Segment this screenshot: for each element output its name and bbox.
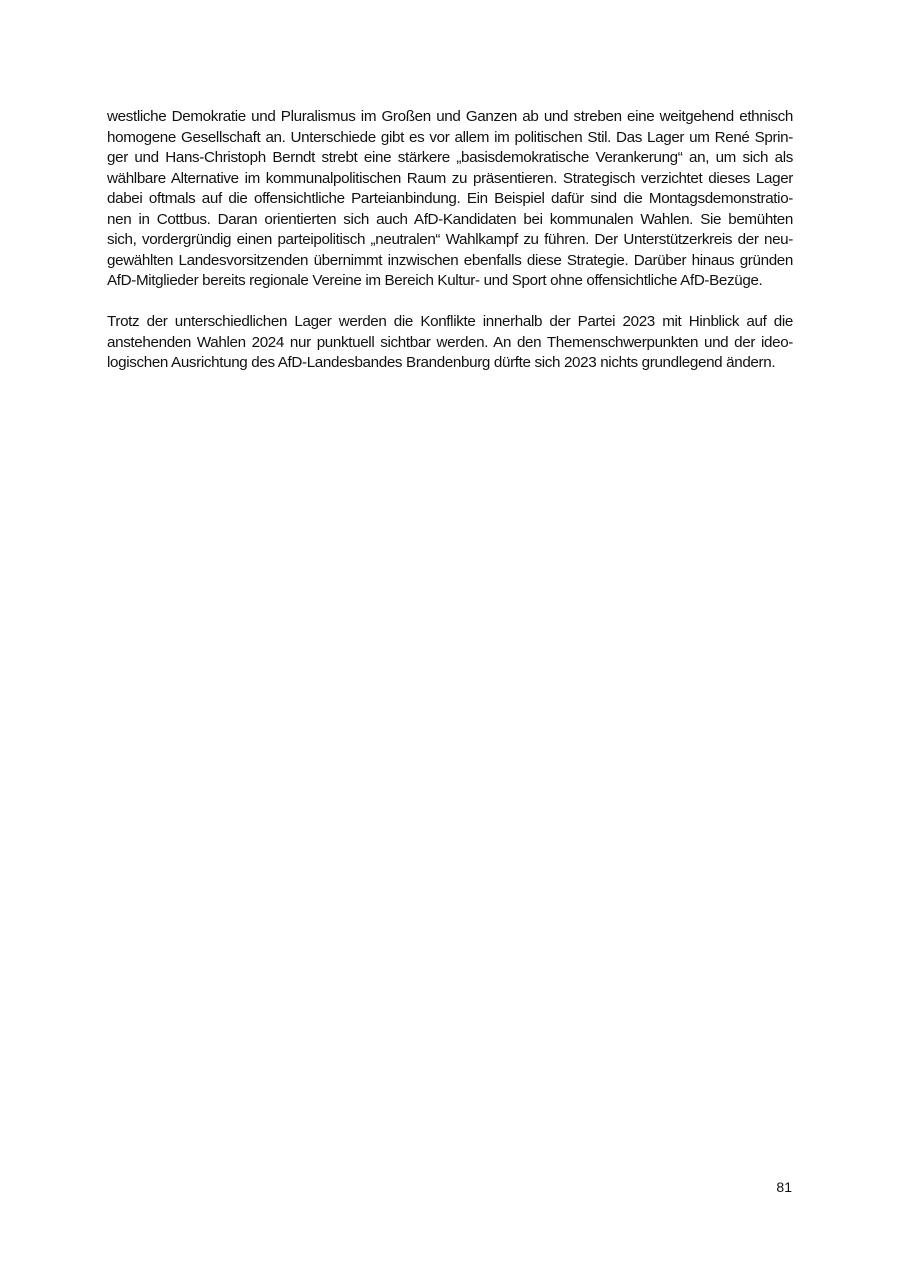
text-line: sich, vordergründig einen parteipolitisch „neutralen“ Wahlkampf zu führen. Der Unterstützerkreis der neu- (107, 231, 793, 248)
text-line: ger und Hans-Christoph Berndt strebt eine stärkere „basisdemokratische Verankerung“ an, um sich als (107, 149, 793, 166)
text-line: dabei oftmals auf die offensichtliche Parteianbindung. Ein Beispiel dafür sind die Montagsdemonstratio- (107, 190, 793, 207)
paragraph-spacer (107, 292, 793, 313)
text-line: homogene Gesellschaft an. Unterschiede gibt es vor allem im politischen Stil. Das Lager um René Sprin- (107, 128, 793, 146)
body-text (107, 107, 793, 374)
text-line: westliche Demokratie und Pluralismus im Großen und Ganzen ab und streben eine weitgehend ethnisch (107, 108, 793, 125)
text-line: AfD-Mitglieder bereits regionale Vereine im Bereich Kultur- und Sport ohne offensichtliche AfD-Bezüge. (107, 272, 763, 289)
text-line: gewählten Landesvorsitzenden übernimmt inzwischen ebenfalls diese Strategie. Darüber hinaus gründen (107, 251, 793, 269)
text-line: anstehenden Wahlen 2024 nur punktuell sichtbar werden. An den Themenschwerpunkten und der ideo- (107, 333, 793, 351)
paragraph-2 (107, 312, 793, 374)
text-line: nen in Cottbus. Daran orientierten sich auch AfD-Kandidaten bei kommunalen Wahlen. Sie bemühten (107, 210, 793, 228)
text-line: logischen Ausrichtung des AfD-Landesbandes Brandenburg dürfte sich 2023 nichts grundlegend ändern. (107, 354, 776, 371)
paragraph-1 (107, 107, 793, 292)
text-line: wählbare Alternative im kommunalpolitischen Raum zu präsentieren. Strategisch verzichtet dieses Lager (107, 169, 793, 187)
page-number: 81 (776, 1179, 792, 1195)
text-line: Trotz der unterschiedlichen Lager werden die Konflikte innerhalb der Partei 2023 mit Hinblick auf die (107, 313, 793, 330)
